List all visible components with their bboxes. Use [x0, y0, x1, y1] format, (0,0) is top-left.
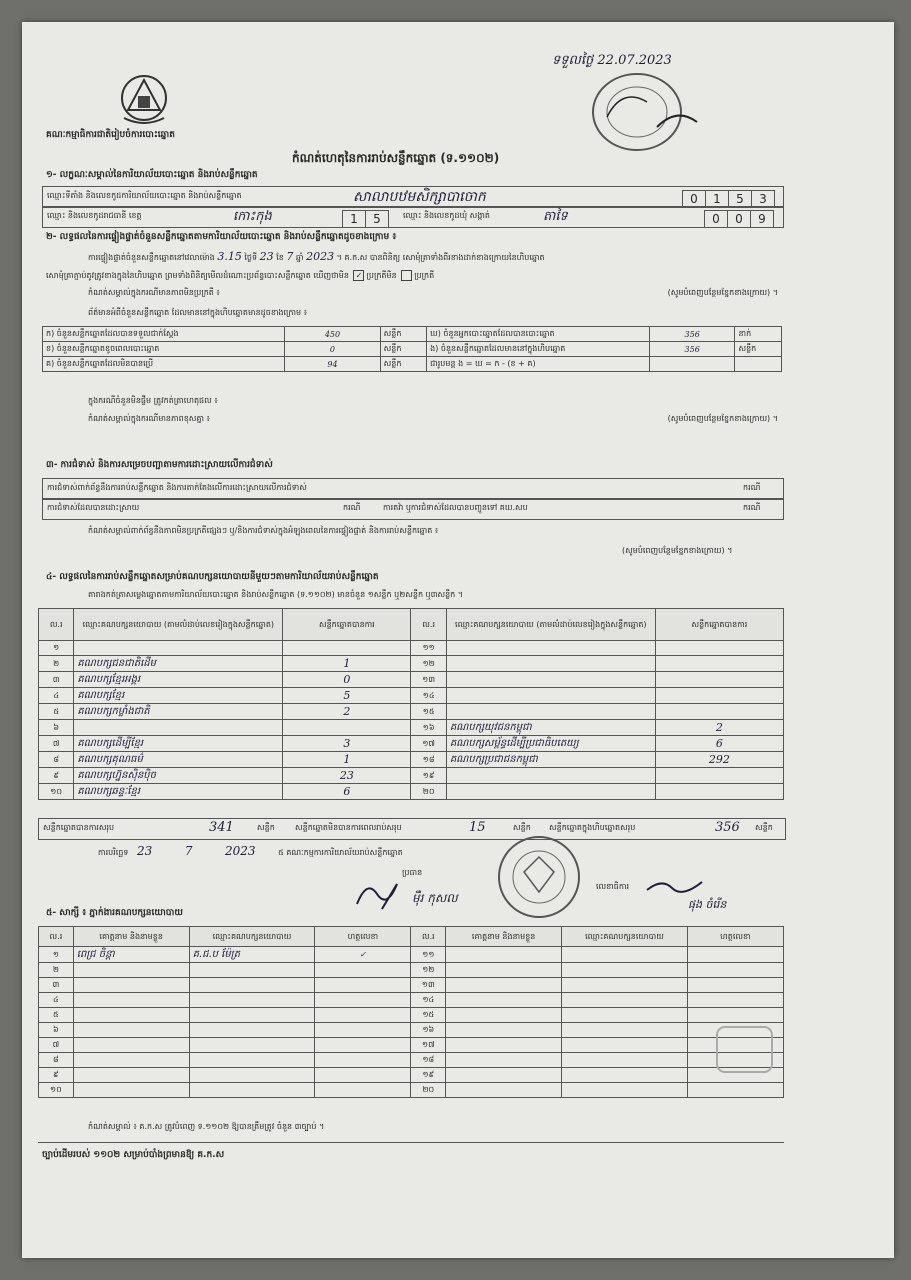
- witness-sign: [687, 1008, 783, 1023]
- table-row: [39, 768, 784, 784]
- party-votes: [655, 784, 783, 800]
- row-no: ៤: [39, 688, 74, 704]
- party-votes: [655, 672, 783, 688]
- witness-party: [562, 978, 688, 993]
- party-votes: [655, 704, 783, 720]
- row-no: ១០: [39, 1083, 74, 1098]
- row-no: ១៨: [411, 1053, 446, 1068]
- count-unit: [735, 357, 782, 372]
- row-no: ១២: [411, 963, 446, 978]
- section2-bullet2: [88, 414, 778, 424]
- count-label: ង) ចំនួនសន្លឹកឆ្នោតដែលមាននៅក្នុងហិបឆ្នោត: [427, 342, 650, 357]
- row-no: ១៣: [411, 672, 446, 688]
- col-party: ឈ្មោះគណបក្សនយោបាយ (តាមលំដាប់លេខរៀងក្នុងសន្លឹកឆ្នោត): [446, 609, 655, 641]
- party-name: គណបក្សកម្លាំងជាតិ: [74, 704, 283, 720]
- total-unit: សន្លឹក: [257, 823, 275, 832]
- table-row: [39, 704, 784, 720]
- row-no: ៩: [39, 768, 74, 784]
- party-votes: 1: [283, 752, 411, 768]
- witness-name: [446, 1008, 562, 1023]
- abnormal-label: ប្រក្រតី: [414, 271, 435, 280]
- witness-sign: [687, 978, 783, 993]
- party-votes: [655, 656, 783, 672]
- row-no: ៣: [39, 672, 74, 688]
- witness-sign: [687, 947, 783, 963]
- party-votes: 1: [283, 656, 411, 672]
- table-row: [39, 784, 784, 800]
- witness-name: [446, 963, 562, 978]
- resolved-label: ការជំទាស់ដែលបានដោះស្រាយ: [47, 503, 140, 512]
- row-no: ៦: [39, 720, 74, 736]
- row2b-label: ឈ្មោះ និងលេខកូដឃុំ សង្កាត់: [403, 211, 490, 220]
- objection-label: ការជំទាស់ពាក់ព័ន្ធនឹងការរាប់សន្លឹកឆ្នោត និងការតាក់តែងលើការដោះស្រាយលើការជំទាស់: [47, 483, 307, 492]
- code-digit: 5: [365, 210, 389, 228]
- party-votes: 2: [655, 720, 783, 736]
- table-row: [39, 993, 784, 1008]
- witness-sign: [315, 993, 411, 1008]
- table-row: [39, 688, 784, 704]
- section4-subline: តារាងកត់ត្រាសម្លេងឆ្នោតតាមការិយាល័យបោះឆ្នោត និងរាប់សន្លឹកឆ្នោត (ទ.១១០២) មានចំនួន ១សន្លឹក ឬ២សន្លឹក ឬ៣សន្លឹក ។: [88, 590, 464, 599]
- party-name: គណបក្សខ្មែរអង្គរ: [74, 672, 283, 688]
- row-no: ៥: [39, 1008, 74, 1023]
- witness-sign: [315, 1023, 411, 1038]
- witness-sign: [687, 993, 783, 1008]
- party-name: គណបក្សយុវជនកម្ពុជា: [446, 720, 655, 736]
- table-row: [39, 720, 784, 736]
- count-unit: សន្លឹក: [735, 342, 782, 357]
- table-row: [39, 752, 784, 768]
- bullet2-text: កំណត់សម្គាល់ក្នុងករណីមានភាពខុសគ្នា ៖: [88, 414, 211, 423]
- witness-party: [562, 963, 688, 978]
- witness-sign: [315, 1083, 411, 1098]
- witness-table: [38, 926, 784, 1098]
- resolved-unit: ករណី: [343, 503, 361, 512]
- note1-text: កំណត់សម្គាល់ក្នុងករណីមានភាពមិនប្រក្រតី ៖: [88, 288, 220, 297]
- count-unit: សន្លឹក: [380, 342, 427, 357]
- witness-party: [562, 1083, 688, 1098]
- witness-party: គ.ជ.ប ម៉ែត្រ: [189, 947, 315, 963]
- col-no: ល.រ: [411, 609, 446, 641]
- section3-heading: ៣- ការជំទាស់ និងការសម្រេចបញ្ជាតាមការដោះស្រាយលើការជំទាស់: [46, 460, 273, 470]
- sign-date: [98, 846, 403, 858]
- witness-party: [562, 947, 688, 963]
- row1-value: សាលាបឋមសិក្សាបាចោក: [353, 189, 486, 205]
- witness-party: [189, 1053, 315, 1068]
- document-sheet: [22, 22, 894, 1258]
- invalid-label: សន្លឹកឆ្នោតមិនបានការពេលរាប់សរុប: [295, 823, 402, 832]
- row2b-value: តាទៃ: [543, 209, 568, 224]
- witness-name: [73, 978, 189, 993]
- row-no: ៨: [39, 1053, 74, 1068]
- party-name: គណបក្សប្រជាជនកម្ពុជា: [446, 752, 655, 768]
- sign-label: ៥ គណៈកម្មការការិយាល័យរាប់សន្លឹកឆ្នោត: [278, 848, 403, 857]
- col-no: ល.រ: [39, 927, 74, 947]
- count-month: 7: [286, 250, 294, 263]
- row-no: ៧: [39, 736, 74, 752]
- row-no: ៨: [39, 752, 74, 768]
- party-name: គណបក្សដើម្បីខ្មែរ: [74, 736, 283, 752]
- invalid-value: 15: [469, 820, 486, 835]
- col-party: ឈ្មោះគណបក្សនយោបាយ: [189, 927, 315, 947]
- witness-name: ពេជ្រ ចិន្តា: [73, 947, 189, 963]
- party-name: គណបក្សសម្ព័ន្ធដើម្បីប្រជាធិបតេយ្យ: [446, 736, 655, 752]
- official-stamp: [484, 832, 594, 922]
- witness-party: [189, 1083, 315, 1098]
- total-label: សន្លឹកឆ្នោតបានការសរុប: [43, 823, 115, 832]
- org-name: គណៈកម្មាធិការជាតិរៀបចំការបោះឆ្នោត: [46, 130, 175, 140]
- row-no: ១៦: [411, 1023, 446, 1038]
- count-label: ខ) ចំនួនសន្លឹកឆ្នោតខូចពេលបោះឆ្នោត: [43, 342, 285, 357]
- party-name: [446, 704, 655, 720]
- code-digit: 3: [751, 190, 775, 208]
- witness-name: [446, 1053, 562, 1068]
- row-no: ៤: [39, 993, 74, 1008]
- witness-name: [73, 963, 189, 978]
- section3-note: កំណត់សម្គាល់ពាក់ព័ន្ធនឹងភាពមិនប្រក្រតីផ្សេងៗ ឬ/និងការជំទាស់ក្នុងអំឡុងពេលនៃការផ្ទៀងផ្ទាត់ និងការរាប់សន្លឹកឆ្នោត ៖: [88, 526, 439, 535]
- party-votes: 6: [655, 736, 783, 752]
- count-unit: សន្លឹក: [380, 357, 427, 372]
- witness-name: [73, 993, 189, 1008]
- forwarded-unit: ករណី: [743, 503, 761, 512]
- witness-sign: [315, 978, 411, 993]
- section3-note-suffix: (សូមបំពេញបន្ថែមខ្នែកខាងក្រោយ) ។: [622, 546, 733, 555]
- witness-name: [446, 993, 562, 1008]
- row-no: ១៤: [411, 993, 446, 1008]
- chair-label: ប្រធាន: [402, 868, 423, 877]
- witness-party: [189, 963, 315, 978]
- witness-sign: ✓: [315, 947, 411, 963]
- witness-name: [446, 1023, 562, 1038]
- received-stamp: [587, 67, 707, 157]
- secretary-signature: [642, 874, 712, 898]
- bullet2-suffix: (សូមបំពេញបន្ថែមខ្នែកខាងក្រោយ) ។: [667, 414, 778, 423]
- count-year: 2023: [306, 250, 335, 263]
- party-votes: 23: [283, 768, 411, 784]
- chair-signature: [352, 874, 412, 914]
- witness-name: [73, 1008, 189, 1023]
- col-votes: សន្លឹកឆ្នោតបានការ: [283, 609, 411, 641]
- date-label: ការបរិច្ឆេទ: [98, 848, 129, 857]
- count-label: ឃ) ចំនួនអ្នកបោះឆ្នោតដែលបានបោះឆ្នោត: [427, 327, 650, 342]
- date-year: 2023: [225, 844, 256, 858]
- party-votes: [283, 720, 411, 736]
- row-no: ១៥: [411, 704, 446, 720]
- table-row: [39, 672, 784, 688]
- section2-note1: [88, 288, 778, 298]
- date-day: 23: [137, 844, 153, 858]
- section2-line3: ព័ត៌មានអំពីចំនួនសន្លឹកឆ្នោត ដែលមាននៅក្នុងហិបឆ្នោតមានដូចខាងក្រោម ៖: [88, 308, 308, 317]
- witness-party: [189, 993, 315, 1008]
- table-row: [39, 978, 784, 993]
- witness-party: [562, 1038, 688, 1053]
- table-row: [39, 1038, 784, 1053]
- row-no: ៣: [39, 978, 74, 993]
- party-name: គណបក្សគុណធម៌: [74, 752, 283, 768]
- code-digit: 0: [727, 210, 751, 228]
- section4-heading: ៤- លទ្ធផលនៃការរាប់សន្លឹកឆ្នោតសម្រាប់គណបក្សនយោបាយនីមួយៗតាមការិយាល័យរាប់សន្លឹកឆ្នោត: [46, 572, 379, 582]
- row2-value: កោះកុង: [233, 209, 272, 224]
- col-sign: ហត្ថលេខា: [687, 927, 783, 947]
- row-no: ១១: [411, 947, 446, 963]
- witness-party: [189, 978, 315, 993]
- date-month: 7: [184, 844, 193, 858]
- line1-text: ថ្ងៃទី: [244, 253, 258, 262]
- count-label: គ) ចំនួនសន្លឹកឆ្នោតដែលមិនបានប្រើ: [43, 357, 285, 372]
- witness-name: [446, 1068, 562, 1083]
- table-row: [39, 963, 784, 978]
- witness-party: [562, 1008, 688, 1023]
- count-value: [649, 357, 735, 372]
- row-no: ១៩: [411, 1068, 446, 1083]
- row-no: ១៦: [411, 720, 446, 736]
- party-votes: 292: [655, 752, 783, 768]
- col-name: គោត្តនាម និងនាមខ្លួន: [446, 927, 562, 947]
- row2-code: [343, 208, 389, 228]
- code-digit: 5: [728, 190, 752, 208]
- witness-name: [446, 1083, 562, 1098]
- row1-code: [683, 188, 775, 208]
- section1-row2: [42, 206, 784, 228]
- line1-text: ការផ្ទៀងផ្ទាត់ចំនួនសន្លឹកឆ្នោតនៅវេលាម៉ោង: [88, 253, 215, 262]
- form-title: កំណត់ហេតុនៃការរាប់សន្លឹកឆ្នោត (ទ.១១០២): [292, 151, 500, 165]
- party-name: [446, 656, 655, 672]
- witness-sign: [315, 1068, 411, 1083]
- secretary-name: ផុង ចំរើន: [688, 898, 727, 911]
- count-day: 23: [259, 250, 274, 263]
- row-no: ២: [39, 963, 74, 978]
- row-no: ៧: [39, 1038, 74, 1053]
- table-row: [39, 947, 784, 963]
- party-votes: 6: [283, 784, 411, 800]
- witness-sign: [315, 1053, 411, 1068]
- section1-heading: ១- លក្ខណៈសម្គាល់នៃការិយាល័យបោះឆ្នោត និងរាប់សន្លឹកឆ្នោត: [46, 170, 258, 180]
- normal-label: ប្រក្រតីមិន: [366, 271, 397, 280]
- section2-bullet1: [88, 396, 218, 406]
- count-value: 94: [285, 357, 380, 372]
- witness-name: [73, 1023, 189, 1038]
- witness-party: [189, 1023, 315, 1038]
- party-name: គណបក្សខ្មែរ: [74, 688, 283, 704]
- col-party: ឈ្មោះគណបក្សនយោបាយ (តាមលំដាប់លេខរៀងក្នុងសន្លឹកឆ្នោត): [74, 609, 283, 641]
- col-votes: សន្លឹកឆ្នោតបានការ: [655, 609, 783, 641]
- forwarded-label: ការតវ៉ា ឬការជំទាស់ដែលបានបញ្ជូនទៅ គឃ.សប: [383, 503, 528, 512]
- line1-text: ឆ្នាំ: [295, 253, 304, 262]
- party-name: [446, 784, 655, 800]
- witness-name: [446, 1038, 562, 1053]
- footer-divider: [38, 1142, 784, 1143]
- party-name: [446, 688, 655, 704]
- witness-party: [189, 1068, 315, 1083]
- table-row: [39, 1008, 784, 1023]
- row2-label: ឈ្មោះ និងលេខកូដរាជធានី ខេត្ត: [47, 211, 142, 220]
- emblem-logo: [118, 72, 170, 128]
- count-value: 356: [649, 327, 735, 342]
- witness-name: [73, 1053, 189, 1068]
- row-no: ១៩: [411, 768, 446, 784]
- footnote: កំណត់សម្គាល់ ៖ គ.ក.ស ត្រូវបំពេញ ទ.១១០២ ឱ្យបានត្រឹមត្រូវ ចំនួន ៣ច្បាប់ ។: [88, 1122, 325, 1131]
- received-note: ទទួលថ្ងៃ 22.07.2023: [552, 53, 672, 68]
- row-no: ១: [39, 641, 74, 656]
- totals-row: [38, 818, 786, 840]
- party-votes: 3: [283, 736, 411, 752]
- party-name: គណបក្សជនជាតិដើម: [74, 656, 283, 672]
- results-table: [38, 608, 784, 800]
- party-name: [446, 768, 655, 784]
- table-row: [39, 656, 784, 672]
- party-name: [74, 641, 283, 656]
- row-no: ១៤: [411, 688, 446, 704]
- row-no: ២០: [411, 1083, 446, 1098]
- party-votes: [655, 768, 783, 784]
- party-name: [74, 720, 283, 736]
- count-unit: សន្លឹក: [380, 327, 427, 342]
- box-value: 356: [715, 820, 740, 835]
- invalid-unit: សន្លឹក: [513, 823, 531, 832]
- row-no: ២០: [411, 784, 446, 800]
- total-value: 341: [209, 820, 234, 835]
- party-votes: [283, 641, 411, 656]
- code-digit: 1: [705, 190, 729, 208]
- witness-party: [189, 1008, 315, 1023]
- count-value: 450: [285, 327, 380, 342]
- col-no: ល.រ: [39, 609, 74, 641]
- party-name: [446, 672, 655, 688]
- count-label: ក) ចំនួនសន្លឹកឆ្នោតដែលបានទទួលជាក់ស្តែង: [43, 327, 285, 342]
- code-digit: 9: [750, 210, 774, 228]
- col-sign: ហត្ថលេខា: [315, 927, 411, 947]
- objection-unit: ករណី: [743, 483, 761, 492]
- row-no: ១០: [39, 784, 74, 800]
- row-no: ១: [39, 947, 74, 963]
- section1-row1: [42, 186, 784, 208]
- witness-sign: [687, 963, 783, 978]
- row-no: ២: [39, 656, 74, 672]
- section3-row1: [42, 478, 784, 500]
- bullet1-text: ក្នុងករណីចំនួនមិនផ្ទឹម ត្រូវកត់ត្រាហេតុផល ៖: [88, 396, 218, 405]
- count-time: 3.15: [217, 250, 242, 263]
- footer-note: ច្បាប់ដើមរបស់ ១១០២ សម្រាប់បាំងព្រមានឱ្យ គ.ក.ស: [42, 1150, 225, 1160]
- witness-sign: [315, 963, 411, 978]
- count-value: 356: [649, 342, 735, 357]
- row-no: ៥: [39, 704, 74, 720]
- party-name: គណបក្សហ្វ៊ុនស៊ិនប៉ិច: [74, 768, 283, 784]
- line1-text: ។ គ.ក.ស បានពិនិត្យ សោមុំត្រាទាំងពីរខាងដាក់ខាងក្រោយនៃហិបឆ្នោត: [336, 253, 545, 262]
- table-row: [39, 1053, 784, 1068]
- witness-name: [446, 978, 562, 993]
- line2-text: សោមុំត្រាភ្ជាប់តូវត្រូវខាងក្នុងនៃហិបឆ្នោត ព្រមទាំងពិនិត្យមើលដំណោះប្រព័ន្ធបោះសន្លឹកឆ្នោត ឃើញថាមិន: [46, 271, 349, 280]
- witness-party: [562, 1023, 688, 1038]
- col-name: គោត្តនាម និងនាមខ្លួន: [73, 927, 189, 947]
- code-digit: 1: [342, 210, 366, 228]
- row-no: ១១: [411, 641, 446, 656]
- row-no: ៩: [39, 1068, 74, 1083]
- table-row: [39, 1083, 784, 1098]
- count-unit: នាក់: [735, 327, 782, 342]
- chair-name: ម៉ឺរ កុសល: [412, 891, 458, 905]
- note1-suffix: (សូមបំពេញបន្ថែមខ្នែកខាងក្រោយ) ។: [667, 288, 778, 297]
- section3-row2: [42, 498, 784, 520]
- party-name: គណបក្សឆន្ទៈខ្មែរ: [74, 784, 283, 800]
- party-votes: [655, 641, 783, 656]
- section5-heading: ៥- សាក្សី ៖ ភ្នាក់ងារគណបក្សនយោបាយ: [46, 908, 183, 918]
- party-votes: 0: [283, 672, 411, 688]
- witness-party: [189, 1038, 315, 1053]
- secretary-label: លេខាធិការ: [596, 882, 630, 891]
- faint-stamp: [712, 1022, 782, 1082]
- row-no: ១៣: [411, 978, 446, 993]
- row-no: ១៥: [411, 1008, 446, 1023]
- count-label: ជារូបមន្ត ង = ឃ = ក - (ខ + គ): [427, 357, 650, 372]
- party-votes: [655, 688, 783, 704]
- row2b-code: [705, 208, 774, 228]
- party-name: [446, 641, 655, 656]
- col-party: ឈ្មោះគណបក្សនយោបាយ: [562, 927, 688, 947]
- witness-party: [562, 1068, 688, 1083]
- count-row: [43, 357, 782, 372]
- section2-line1: [88, 252, 545, 263]
- section2-line2: [46, 270, 434, 281]
- code-digit: 0: [682, 190, 706, 208]
- code-digit: 0: [704, 210, 728, 228]
- row1-label: ឈ្មោះទីតាំង និងលេខកូដការិយាល័យបោះឆ្នោត និងរាប់សន្លឹកឆ្នោត: [47, 191, 242, 200]
- witness-sign: [687, 1083, 783, 1098]
- party-votes: 5: [283, 688, 411, 704]
- row-no: ៦: [39, 1023, 74, 1038]
- table-row: [39, 1023, 784, 1038]
- section2-heading: ២- លទ្ធផលនៃការផ្ទៀងផ្ទាត់ចំនួនសន្លឹកឆ្នោតតាមការិយាល័យបោះឆ្នោត និងរាប់សន្លឹកឆ្នោតដូចខាងក្រោម ៖: [46, 232, 397, 242]
- witness-sign: [315, 1038, 411, 1053]
- witness-party: [562, 1053, 688, 1068]
- table-row: [39, 736, 784, 752]
- row-no: ១៧: [411, 736, 446, 752]
- count-row: [43, 342, 782, 357]
- box-label: សន្លឹកឆ្នោតក្នុងហិបឆ្នោតសរុប: [549, 823, 636, 832]
- party-votes: 2: [283, 704, 411, 720]
- table-row: [39, 1068, 784, 1083]
- witness-name: [73, 1038, 189, 1053]
- count-value: 0: [285, 342, 380, 357]
- count-row: [43, 327, 782, 342]
- row-no: ១៧: [411, 1038, 446, 1053]
- witness-name: [446, 947, 562, 963]
- ballot-count-table: [42, 326, 782, 372]
- checkbox-normal[interactable]: ✓: [353, 270, 364, 281]
- witness-party: [562, 993, 688, 1008]
- table-row: [39, 641, 784, 656]
- col-no: ល.រ: [411, 927, 446, 947]
- checkbox-abnormal[interactable]: [401, 270, 412, 281]
- witness-name: [73, 1083, 189, 1098]
- row-no: ១២: [411, 656, 446, 672]
- line1-text: ខែ: [276, 253, 284, 262]
- witness-sign: [315, 1008, 411, 1023]
- row-no: ១៨: [411, 752, 446, 768]
- witness-name: [73, 1068, 189, 1083]
- box-unit: សន្លឹក: [755, 823, 773, 832]
